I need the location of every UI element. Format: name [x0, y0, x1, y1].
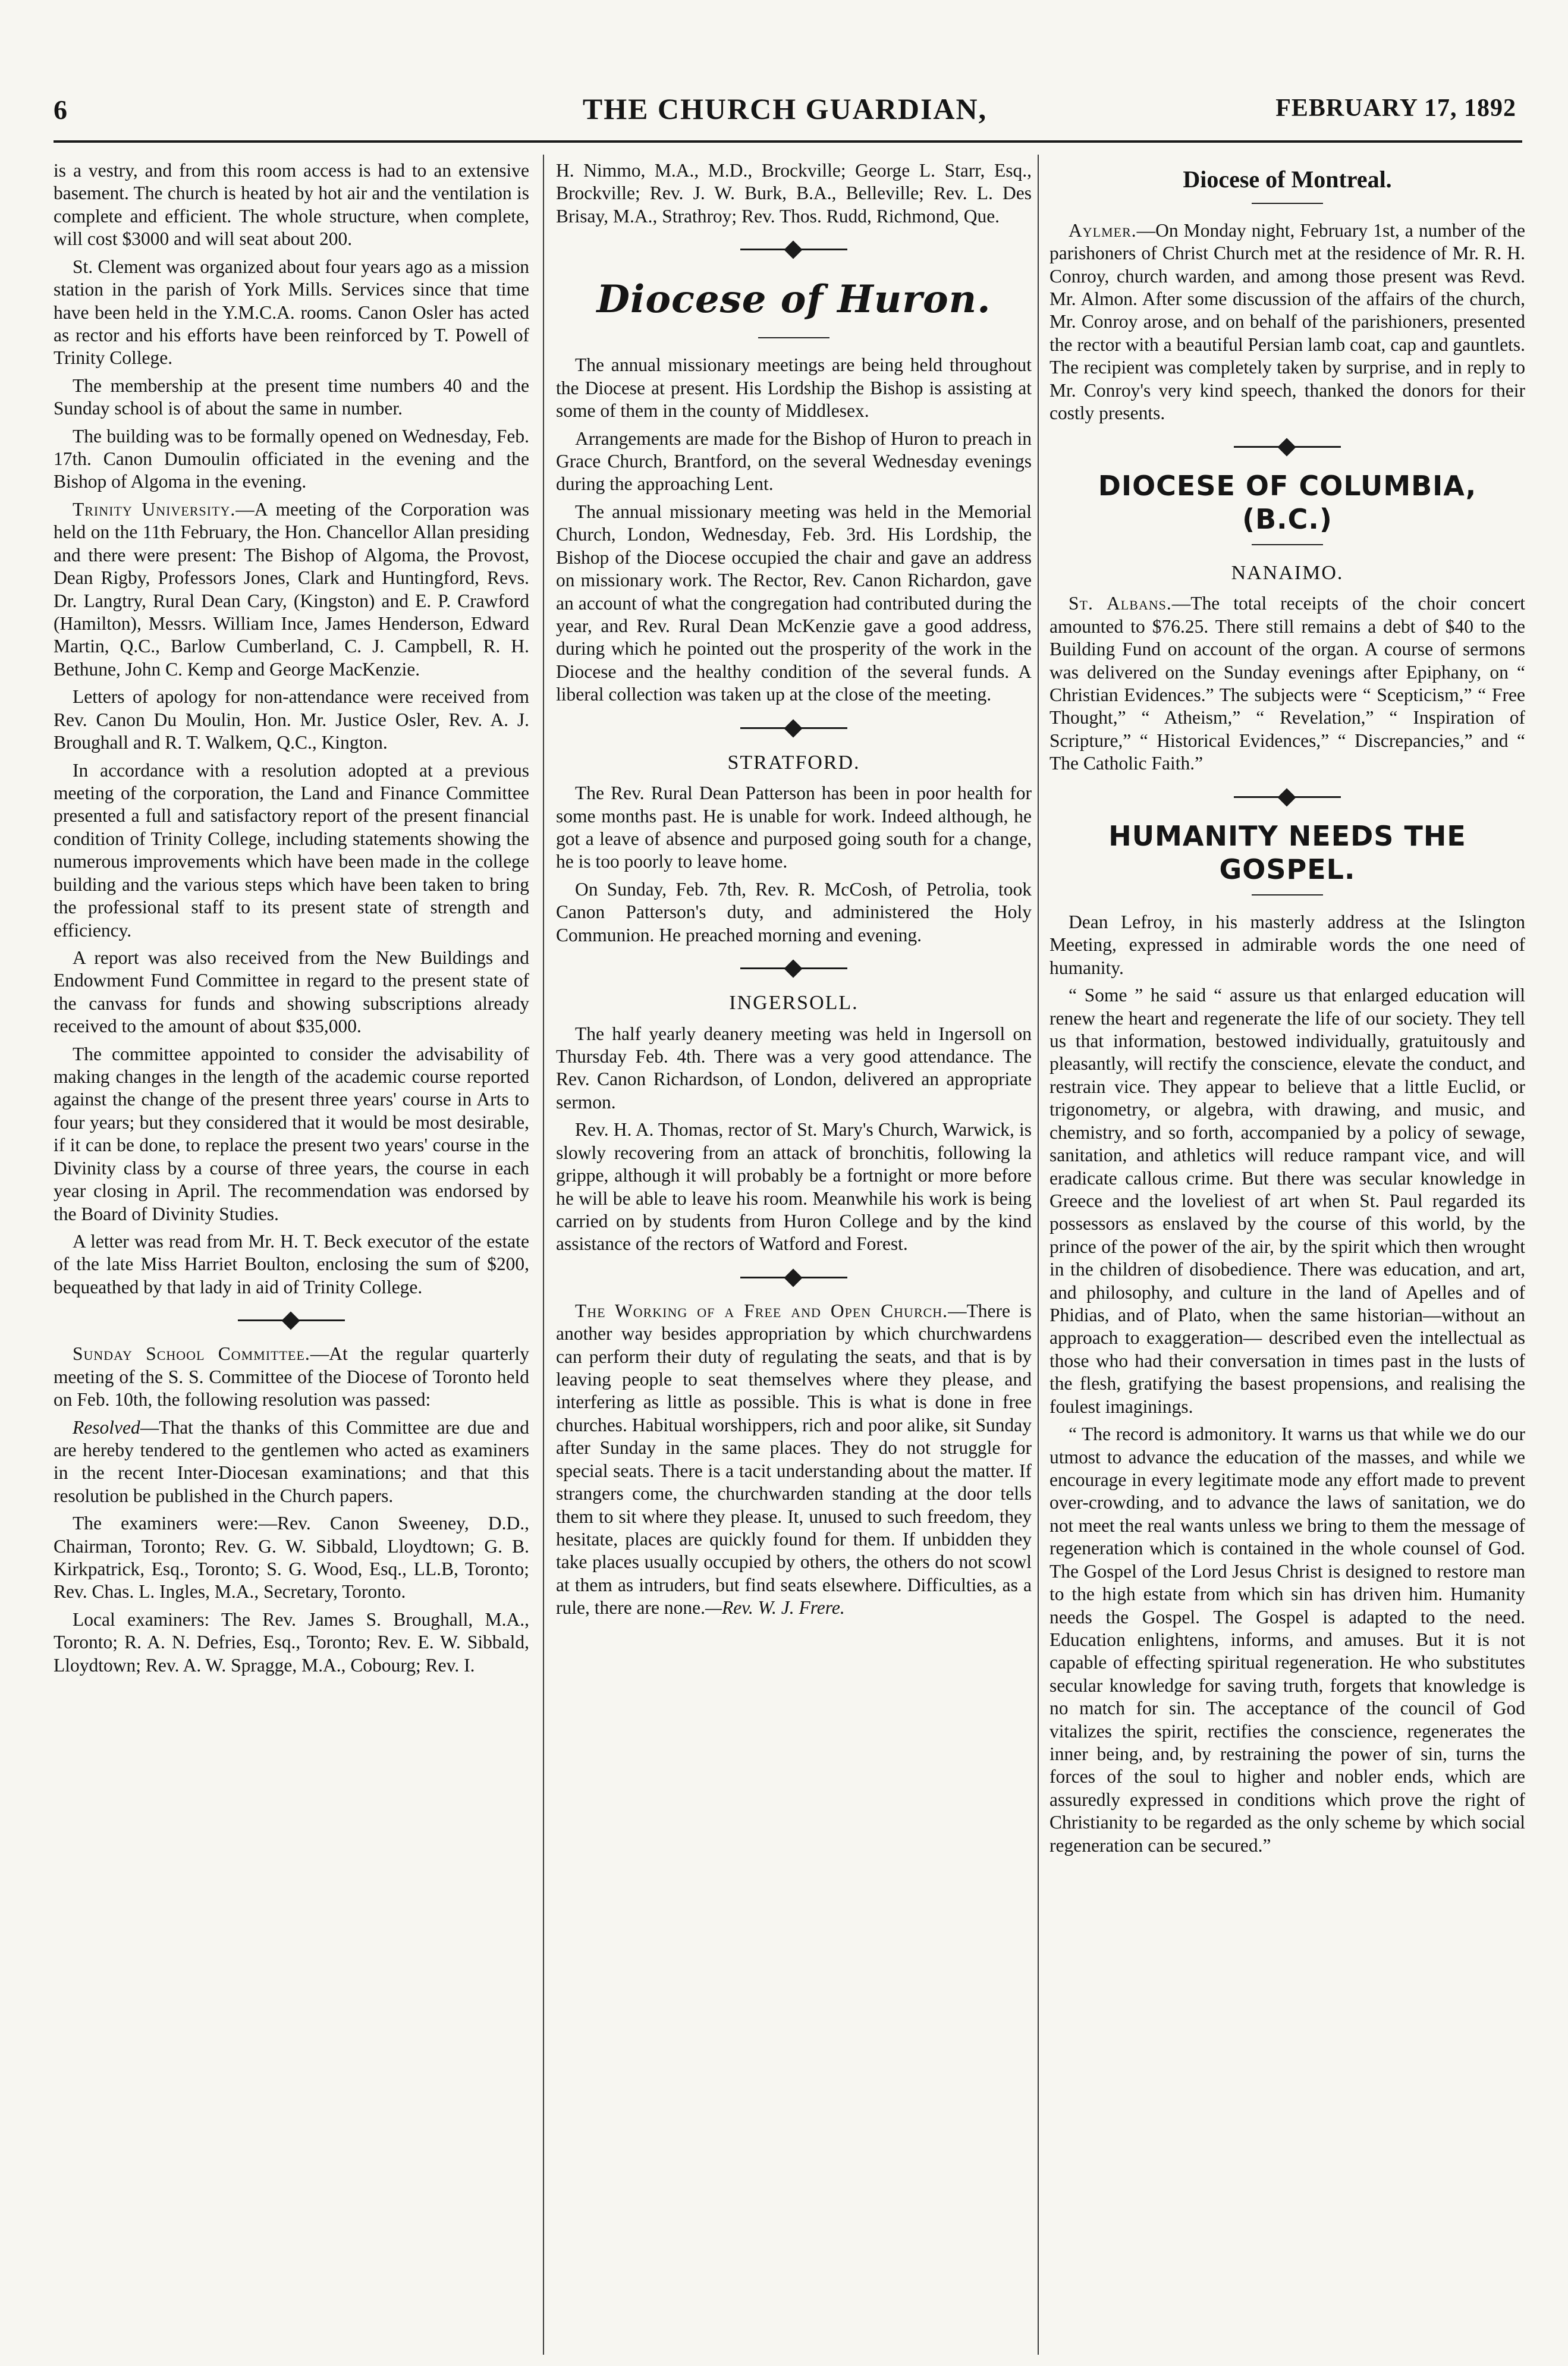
paragraph: Local examiners: The Rev. James S. Broughall, M.A., Toronto; R. A. N. Defries, Esq., Toronto; Rev. E. W. Sibbald, Lloydtown; Rev. A. W. Spragge, M.A., Cobourg; Rev. I. — [54, 1608, 529, 1676]
paragraph-lead: Aylmer. — [1069, 219, 1137, 241]
paragraph: The examiners were:—Rev. Canon Sweeney, D.D., Chairman, Toronto; Rev. G. W. Sibbald, Lloydtown; G. B. Kirkpatrick, Esq., Toronto; S. G. Wood, Esq., LL.B, Toronto; Rev. Chas. L. Ingles, M.A., Secretary, Toronto. — [54, 1513, 529, 1603]
paragraph: A letter was read from Mr. H. T. Beck executor of the estate of the late Miss Harriet Boulton, enclosing the sum of $200, bequeathed by that lady in aid of Trinity College. — [54, 1230, 529, 1297]
section-heading: Diocese of Montreal. — [1183, 166, 1392, 193]
section-heading: Diocese of Huron. — [596, 277, 991, 322]
heading-rule — [758, 337, 829, 338]
column-2 — [556, 159, 1032, 2354]
newspaper-title: THE CHURCH GUARDIAN, — [582, 92, 988, 125]
section-ornament — [740, 1269, 847, 1287]
paragraph: The annual missionary meeting was held in the Memorial Church, London, Wednesday, Feb. 3rd. His Lordship, the Bishop of the Diocese occupied the chair and gave an address on missionary work. The Rector, Rev. Canon Richardon, gave an account of what the congregation had contributed during the year, and Rev. Rural Dean McKenzie gave a good address, during which he pointed out the prosperity of the work in the Diocese and the healthy condition of the several funds. A liberal collection was taken up at the close of the meeting. — [556, 501, 1032, 705]
paragraph-lead: The Working of a Free and Open Church. — [575, 1300, 948, 1321]
paragraph: A report was also received from the New Buildings and Endowment Fund Committee in regard to the present state of the canvass for funds and showing subscriptions already received to the amount of about $35,000. — [54, 947, 529, 1037]
paragraph: Dean Lefroy, in his masterly address at the Islington Meeting, expressed in admirable words the one need of humanity. — [1049, 911, 1525, 978]
paragraph-body: —At the regular quarterly meeting of the S. S. Committee of the Diocese of Toronto held on Feb. 10th, the following resolution was passed: — [54, 1343, 529, 1410]
page-header — [54, 89, 1516, 137]
article-signature: —Rev. W. J. Frere. — [705, 1597, 845, 1619]
section-ornament — [740, 960, 847, 978]
paragraph-body: —That the thanks of this Committee are due and are hereby tendered to the gentlemen who acted as examiners in the recent Inter-Diocesan examinations; and that this resolution be published in the Church papers. — [54, 1416, 529, 1506]
section-heading: DIOCESE OF COLUMBIA, (B.C.) — [1098, 469, 1477, 535]
section-ornament — [740, 241, 847, 259]
paragraph: The committee appointed to consider the advisability of making changes in the length of the academic course reported against the change of the present three years' course in Arts to four years; but they considered that it would be most desirable, if it can be done, to replace the present two years' course in the Divinity class by a course of three years, the course in each year closing in April. The recommendation was endorsed by the Board of Divinity Studies. — [54, 1043, 529, 1224]
paragraph: is a vestry, and from this room access is had to an extensive basement. The church is heated by hot air and the ventilation is complete and efficient. The whole structure, when complete, will cost $3000 and will seat about 200. — [54, 160, 529, 250]
paragraph-lead: St. Albans. — [1069, 593, 1172, 614]
section-ornament — [238, 1312, 345, 1330]
section-ornament — [1234, 788, 1341, 806]
paragraph: The membership at the present time numbers 40 and the Sunday school is of about the same in number. — [54, 375, 529, 419]
paragraph — [54, 1343, 529, 1411]
paragraph: H. Nimmo, M.A., M.D., Brockville; George L. Starr, Esq., Brockville; Rev. J. W. Burk, B.A., Belleville; Rev. L. Des Brisay, M.A., Strathroy; Rev. Thos. Rudd, Richmond, Que. — [556, 160, 1032, 227]
paragraph — [54, 498, 529, 681]
paragraph-body: —There is another way besides appropriation by which churchwardens can perform their duty of regulating the seats, and that is by leaving people to seat themselves where they please, and interfering as little as possible. This is what is done in free churches. Habitual worshippers, rich and poor alike, sit Sunday after Sunday in the same places. They do not struggle for special seats. There is a tacit understanding about the matter. If strangers come, the churchwarden standing at the door tells them to sit where they please. It, unused to such freedom, they hesitate, places are quickly found for them. If unbidden they take places usually occupied by others, the others do not scowl at them as intruders, but find seats elsewhere. Difficulties, as a rule, there are none. — [556, 1300, 1032, 1619]
column-divider — [1038, 155, 1039, 2355]
paragraph: “ The record is admonitory. It warns us that while we do our utmost to advance the education of the masses, and while we encourage in every legitimate mode any effort made to prevent over-crowding, and to advance the laws of sanitation, we do not meet the real wants unless we bring to them the message of regeneration which is contained in the whole counsel of God. The Gospel of the Lord Jesus Christ is designed to restore man to the high estate from which sin has driven him. Humanity needs the Gospel. The Gospel is adapted to the need. Education enlightens, informs, and amuses. But it is not capable of effecting spiritual regeneration. He who substitutes secular knowledge for saving truth, forgets that knowledge is no match for sin. The acceptance of the council of God vitalizes the spirit, rectifies the conscience, regenerates the inner being, and, by restraining the power of sin, turns the forces of the soul to higher and nobler ends, which are assuredly expressed in conditions which prove the right of Christianity to be regarded as the only scheme by which social regeneration can be secured.” — [1049, 1424, 1525, 1856]
section-ornament — [740, 719, 847, 737]
paragraph — [54, 1416, 529, 1508]
page-number: 6 — [54, 95, 67, 125]
paragraph: “ Some ” he said “ assure us that enlarged education will renew the heart and regenerate the life of our society. They tell us that information, bestowed individually, gratuitously and pleasantly, will rectify the conscience, elevate the conduct, and restrain vice. They appear to believe that a little Euclid, or trigonometry, or algebra, with drawing, and music, and chemistry, and so forth, accompanied by a policy of sewage, sanitation, and athletics will reduce rampant vice, and will eradicate callous crime. But there was secular knowledge in Greece and the loveliest of art when St. Paul regarded its possessors as enslaved by the course of this world, by the prince of the power of the air, by the spirit which then wrought in the children of disobedience. There was education, and art, and philosophy, and culture in the land of Apelles and of Phidias, and of Plato, when the same historian—without an approach to exaggeration— described even the intellectual as those who had their conversation in times past in the lusts of the flesh, gratifying the basest propensions, and realising the foulest imaginings. — [1049, 985, 1525, 1417]
paragraph-body: —The total receipts of the choir concert amounted to $76.25. There still remains a debt of $40 to the Building Fund on account of the organ. A course of sermons was delivered on the Sunday evenings after Epiphany, on “ Christian Evidences.” The subjects were “ Scepticism,” “ Free Thought,” “ Atheism,” “ Revelation,” “ Inspiration of Scripture,” “ Historical Evidences,” “ Discrepancies,” and “ The Catholic Faith.” — [1049, 593, 1525, 774]
column-1 — [54, 159, 529, 2354]
paragraph-body: —On Monday night, February 1st, a number of the parishoners of Christ Church met at the residence of Mr. R. H. Conroy, church warden, and among those present was Revd. Mr. Almon. After some discussion of the affairs of the church, Mr. Conroy arose, and on behalf of the parishioners, presented the rector with a beautiful Persian lamb coat, cap and gauntlets. The recipient was completely taken by surprise, and in reply to Mr. Conroy's very kind speech, thanked the donors for their costly presents. — [1049, 219, 1525, 424]
heading-rule — [1252, 894, 1323, 896]
subsection-heading: STRATFORD. — [727, 751, 860, 774]
paragraph: The annual missionary meetings are being held throughout the Diocese at present. His Lordship the Bishop is assisting at some of them in the county of Middlesex. — [556, 354, 1032, 422]
paragraph: On Sunday, Feb. 7th, Rev. R. McCosh, of Petrolia, took Canon Patterson's duty, and administered the Holy Communion. He preached morning and evening. — [556, 878, 1032, 945]
paragraph — [556, 1300, 1032, 1620]
paragraph: St. Clement was organized about four years ago as a mission station in the parish of York Mills. Services since that time have been held in the Y.M.C.A. rooms. Canon Osler has acted as rector and his efforts have been reinforced by T. Powell of Trinity College. — [54, 256, 529, 369]
column-divider — [543, 155, 544, 2355]
paragraph: Rev. H. A. Thomas, rector of St. Mary's Church, Warwick, is slowly recovering from an attack of bronchitis, following la grippe, although it will probably be a fortnight or more before he will be able to leave his room. Meanwhile his work is being carried on by students from Huron College and by the kind assistance of the rectors of Watford and Forest. — [556, 1119, 1032, 1255]
issue-date: FEBRUARY 17, 1892 — [1275, 95, 1516, 122]
paragraph: The building was to be formally opened on Wednesday, Feb. 17th. Canon Dumoulin officiated in the evening and the Bishop of Algoma in the evening. — [54, 425, 529, 492]
paragraph-lead: Sunday School Committee. — [73, 1343, 310, 1365]
paragraph — [1049, 592, 1525, 775]
paragraph: Arrangements are made for the Bishop of Huron to preach in Grace Church, Brantford, on the several Wednesday evenings during the approaching Lent. — [556, 428, 1032, 495]
paragraph: The half yearly deanery meeting was held in Ingersoll on Thursday Feb. 4th. There was a very good attendance. The Rev. Canon Richardson, of London, delivered an appropriate sermon. — [556, 1023, 1032, 1113]
paragraph-lead: Resolved — [73, 1416, 140, 1438]
paragraph: In accordance with a resolution adopted at a previous meeting of the corporation, the Land and Finance Committee presented a full and satisfactory report of the present financial condition of Trinity College, including statements showing the numerous improvements which have been made in the college building and the various steps which have been taken to bring the professional staff to its present state of strength and efficiency. — [54, 759, 529, 941]
subsection-heading: NANAIMO. — [1231, 561, 1344, 584]
column-3 — [1049, 159, 1525, 2354]
section-heading: HUMANITY NEEDS THE GOSPEL. — [1108, 819, 1466, 885]
paragraph: Letters of apology for non-attendance were received from Rev. Canon Du Moulin, Hon. Mr. Justice Osler, Rev. A. J. Broughall and R. T. Walkem, Q.C., Kington. — [54, 686, 529, 753]
heading-rule — [1252, 544, 1323, 545]
subsection-heading: INGERSOLL. — [729, 992, 859, 1014]
paragraph: The Rev. Rural Dean Patterson has been in poor health for some months past. He is unable for work. Indeed although, he got a leave of absence and purposed going south for a change, he is too poorly to leave home. — [556, 783, 1032, 872]
paragraph-body: —A meeting of the Corporation was held on the 11th February, the Hon. Chancellor Allan presiding and there were present: The Bishop of Algoma, the Provost, Dean Rigby, Professors Jones, Clark and Huntingford, Revs. Dr. Langtry, Rural Dean Cary, (Kingston) and E. P. Crawford (Hamilton), Messrs. William Ince, James Henderson, Edward Martin, Q.C., Barlow Cumberland, C. J. Campbell, R. H. Bethune, John C. Kemp and George MacKenzie. — [54, 498, 529, 680]
heading-rule — [1252, 203, 1323, 204]
paragraph-lead: Trinity University. — [73, 498, 236, 520]
header-rule — [54, 140, 1522, 143]
section-ornament — [1234, 438, 1341, 456]
paragraph — [1049, 219, 1525, 425]
